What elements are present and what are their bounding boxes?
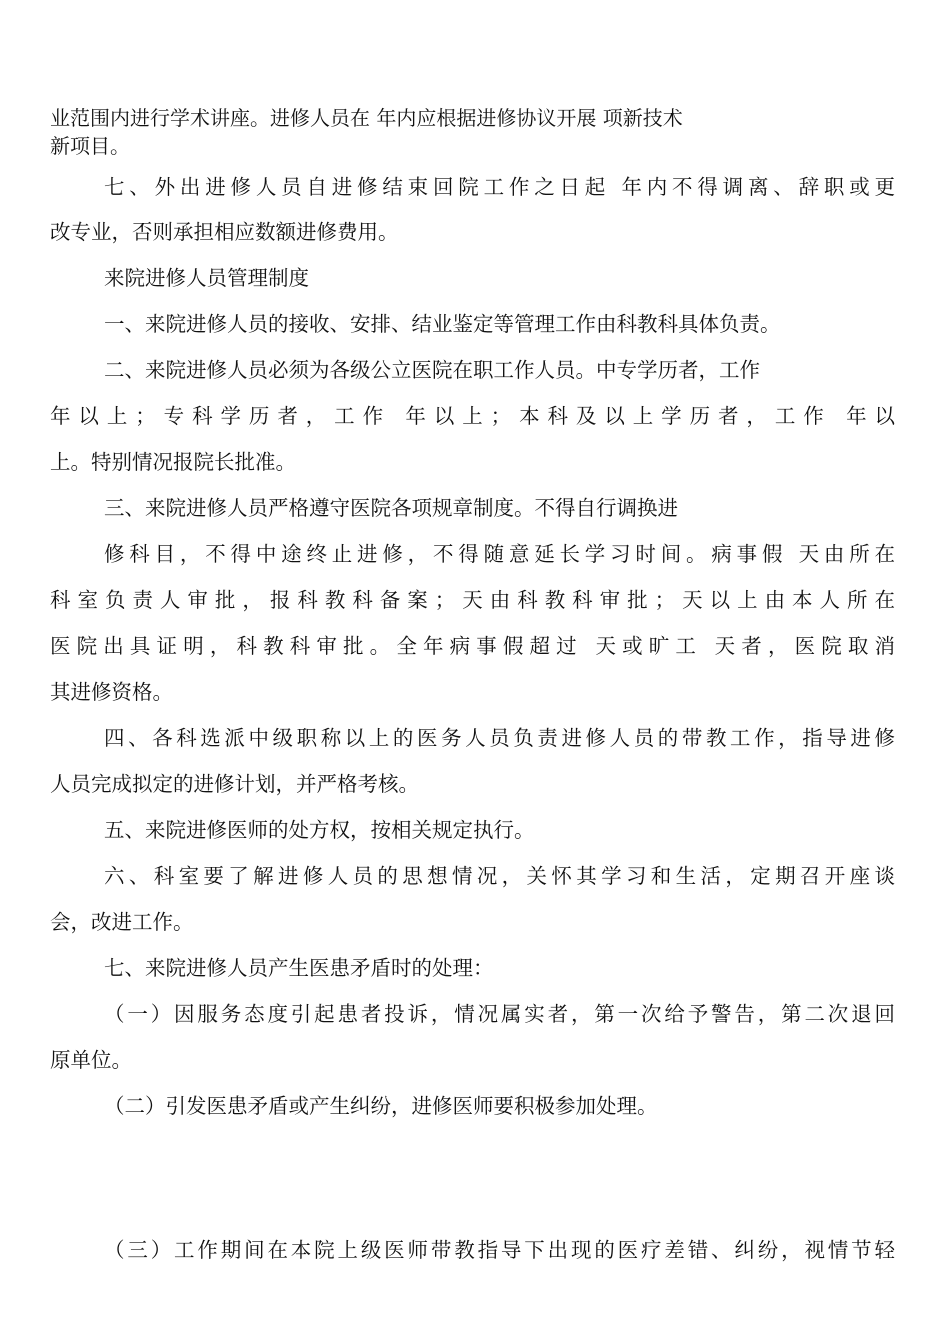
text-line-7: 二、来院进修人员必须为各级公立医院在职工作人员。中专学历者，工作: [104, 358, 760, 382]
text-line-22: 原单位。: [50, 1048, 132, 1072]
text-line-18: 六、科室要了解进修人员的思想情况，关怀其学习和生活，定期召开座谈: [104, 864, 895, 888]
text-line-9: 上。特别情况报院长批准。: [50, 450, 296, 474]
text-line-19: 会，改进工作。: [50, 910, 194, 934]
text-line-3: 七、外出进修人员自进修结束回院工作之日起 年内不得调离、辞职或更: [104, 175, 895, 199]
text-line-2: 新项目。: [50, 134, 130, 158]
text-line-21: （一）因服务态度引起患者投诉，情况属实者，第一次给予警告，第二次退回: [104, 1002, 895, 1026]
text-line-17: 五、来院进修医师的处方权，按相关规定执行。: [104, 818, 535, 842]
text-line-14: 其进修资格。: [50, 680, 173, 704]
text-line-1: 业范围内进行学术讲座。进修人员在 年内应根据进修协议开展 项新技术: [50, 106, 683, 130]
text-line-6: 一、来院进修人员的接收、安排、结业鉴定等管理工作由科教科具体负责。: [104, 312, 781, 336]
text-line-20: 七、来院进修人员产生医患矛盾时的处理：: [104, 956, 494, 980]
text-line-8: 年以上；专科学历者，工作 年以上；本科及以上学历者，工作 年以: [50, 404, 895, 428]
text-line-13: 医院出具证明，科教科审批。全年病事假超过 天或旷工 天者，医院取消: [50, 634, 895, 658]
text-line-15: 四、各科选派中级职称以上的医务人员负责进修人员的带教工作，指导进修: [104, 726, 895, 750]
text-line-24: （三）工作期间在本院上级医师带教指导下出现的医疗差错、纠纷，视情节轻: [104, 1238, 895, 1262]
text-line-10: 三、来院进修人员严格遵守医院各项规章制度。不得自行调换进: [104, 496, 678, 520]
text-line-4: 改专业，否则承担相应数额进修费用。: [50, 220, 399, 244]
text-line-23: （二）引发医患矛盾或产生纠纷，进修医师要积极参加处理。: [104, 1094, 658, 1118]
text-line-16: 人员完成拟定的进修计划，并严格考核。: [50, 772, 419, 796]
text-line-11: 修科目，不得中途终止进修，不得随意延长学习时间。病事假 天由所在: [104, 542, 895, 566]
section-heading: 来院进修人员管理制度: [104, 266, 309, 290]
text-line-12: 科室负责人审批，报科教科备案；天由科教科审批；天以上由本人所在: [50, 588, 895, 612]
